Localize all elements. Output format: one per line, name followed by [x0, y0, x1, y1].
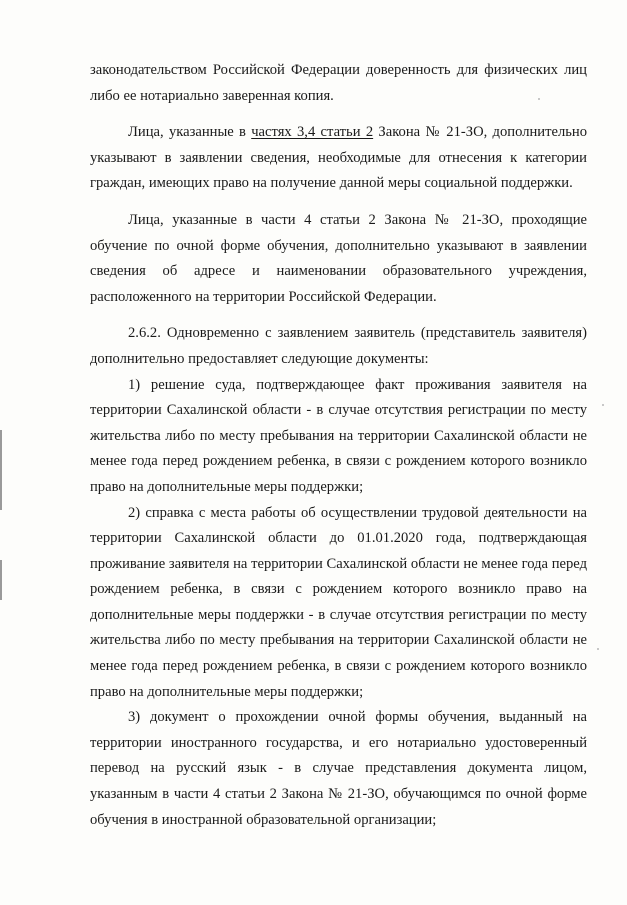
paragraph-full-time-students: Лица, указанные в части 4 статьи 2 Закона № 21-ЗО, проходящие обучение по очной форме обучения, дополнительно указывают в заявлении сведения об адресе и наименовании образовательного учреждения, расположенного на территории Российской Федерации. — [90, 211, 587, 305]
paragraph-continuation: законодательством Российской Федерации доверенность для физических лиц либо ее нотариально заверенная копия. — [90, 62, 587, 104]
scan-edge-mark — [0, 560, 2, 600]
document-page — [90, 58, 587, 833]
paragraph-text: Закона № 21-ЗО, дополнительно указывают в заявлении сведения, необходимые для отнесения к категории граждан, имеющих право на получение данной меры социальной поддержки. — [90, 124, 587, 192]
paragraph-section-2-6-2: 2.6.2. Одновременно с заявлением заявитель (представитель заявителя) дополнительно предоставляет следующие документы: — [90, 325, 587, 367]
law-reference-link[interactable]: частях 3,4 статьи 2 — [251, 124, 374, 141]
list-item-2: 2) справка с места работы об осуществлении трудовой деятельности на территории Сахалинской области до 01.01.2020 года, подтверждающая проживание заявителя на территории Сахалинской области не менее года перед рождением ребенка, в связи с рождением которого возникло право на дополнительные меры поддержки - в случае отсутствия регистрации по месту жительства либо по месту пребывания на территории Сахалинской области не менее года перед рождением ребенка, в связи с рождением которого возникло право на дополнительные меры поддержки; — [90, 504, 587, 700]
list-item-3: 3) документ о прохождении очной формы обучения, выданный на территории иностранного государства, и его нотариально удостоверенный перевод на русский язык - в случае представления документа лицом, указанным в части 4 статьи 2 Закона № 21-ЗО, обучающимся по очной форме обучения в иностранной образовательной организации; — [90, 709, 587, 828]
scan-speck — [597, 648, 599, 650]
paragraph-text: Лица, указанные в — [128, 124, 252, 141]
paragraph-categories — [90, 120, 587, 197]
scan-speck — [602, 404, 604, 406]
scan-edge-mark — [0, 430, 2, 510]
list-item-1: 1) решение суда, подтверждающее факт проживания заявителя на территории Сахалинской области - в случае отсутствия регистрации по месту жительства либо по месту пребывания на территории Сахалинской области не менее года перед рождением ребенка, в связи с рождением которого возникло право на дополнительные меры поддержки; — [90, 376, 587, 495]
